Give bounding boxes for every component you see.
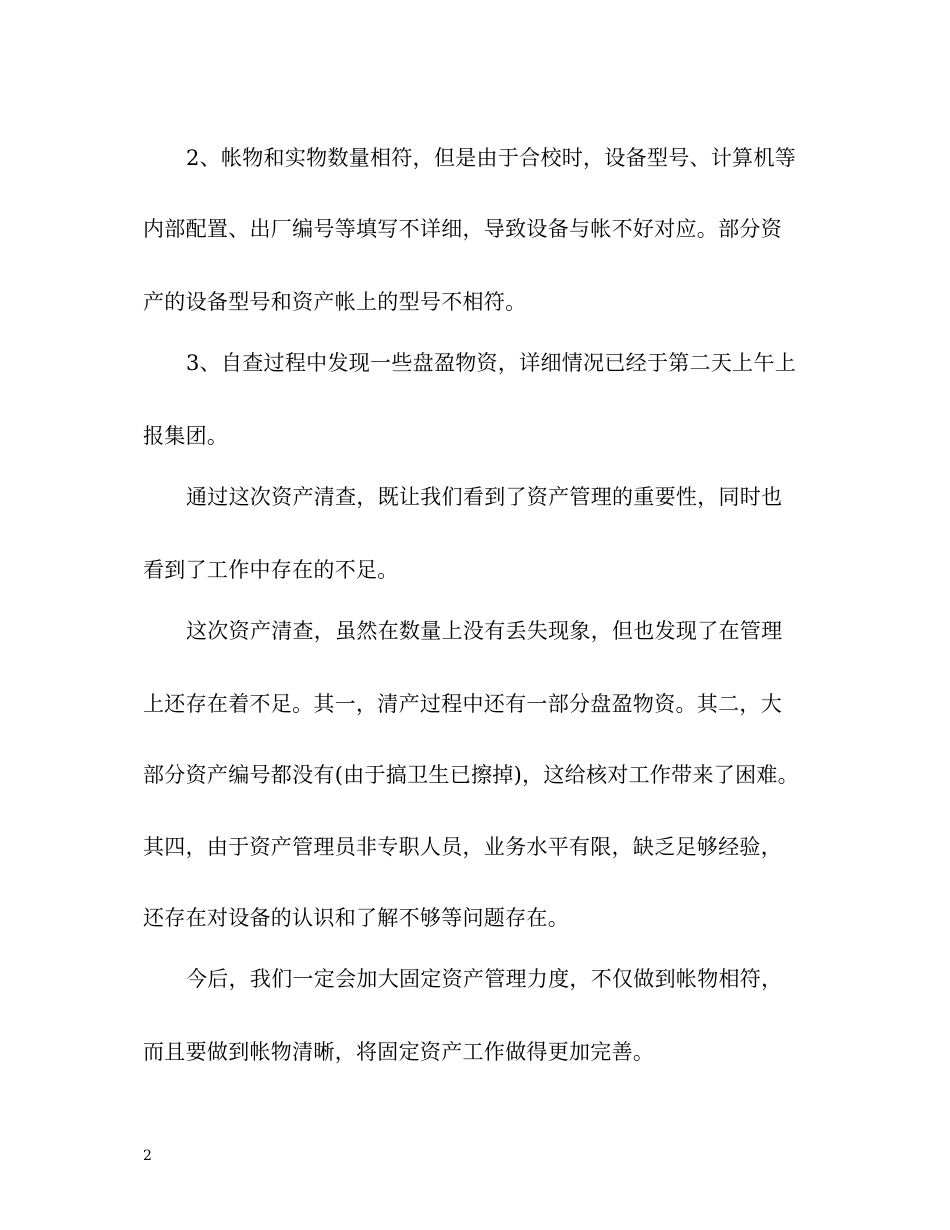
text-line: 这次资产清查，虽然在数量上没有丢失现象，但也发现了在管理	[186, 619, 783, 643]
text-line: 还存在对设备的认识和了解不够等问题存在。	[143, 906, 569, 930]
text-line: 上还存在着不足。其一，清产过程中还有一部分盘盈物资。其二，大	[143, 692, 782, 716]
text-line: 今后，我们一定会加大固定资产管理力度，不仅做到帐物相符，	[186, 967, 783, 991]
page-number: 2	[143, 1148, 152, 1164]
text-line: 内部配置、出厂编号等填写不详细，导致设备与帐不好对应。部分资	[143, 217, 782, 241]
text-line: 而且要做到帐物清晰，将固定资产工作做得更加完善。	[143, 1040, 655, 1064]
text-line: 看到了工作中存在的不足。	[143, 558, 399, 582]
text-line: 部分资产编号都没有(由于搞卫生已擦掉)，这给核对工作带来了困难。	[143, 763, 799, 787]
text-line: 报集团。	[143, 424, 229, 448]
text-line: 2、帐物和实物数量相符，但是由于合校时，设备型号、计算机等	[186, 146, 797, 170]
text-line: 其四，由于资产管理员非专职人员，业务水平有限，缺乏足够经验，	[143, 835, 782, 859]
text-line: 产的设备型号和资产帐上的型号不相符。	[143, 290, 527, 314]
text-line: 3、自查过程中发现一些盘盈物资，详细情况已经于第二天上午上	[186, 351, 797, 375]
text-line: 通过这次资产清查，既让我们看到了资产管理的重要性，同时也	[186, 485, 783, 509]
